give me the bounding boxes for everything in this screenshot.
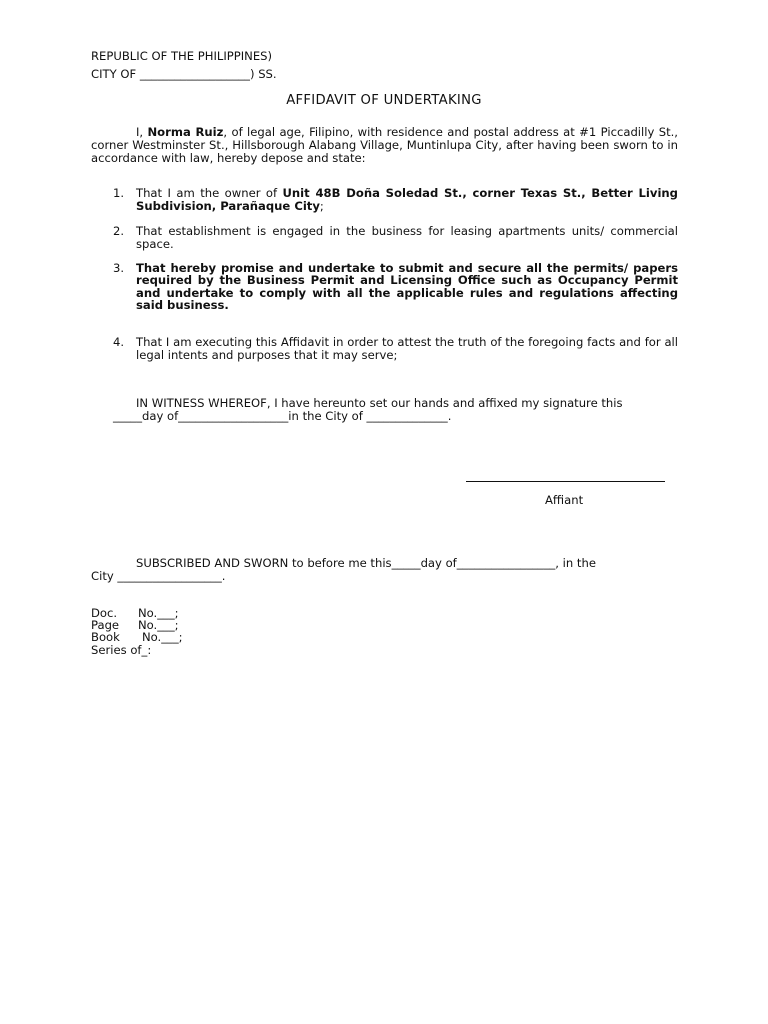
registry-value: No.___; bbox=[138, 606, 179, 620]
registry-label: Series of bbox=[91, 643, 142, 657]
item-3-text bbox=[136, 262, 678, 312]
item-1-property: Unit 48B Doña Soledad St., corner Texas St., Better Living Subdivision, Parañaque City bbox=[136, 186, 678, 213]
affiant-label: Affiant bbox=[545, 493, 584, 507]
item-4-text: That I am executing this Affidavit in order to attest the truth of the foregoing facts and for all legal intents and purposes that it may serve; bbox=[136, 335, 678, 362]
intro-paragraph bbox=[91, 126, 678, 164]
signature-line bbox=[466, 481, 665, 482]
item-number: 2. bbox=[113, 224, 125, 238]
witness-line-1: IN WITNESS WHEREOF, I have hereunto set our hands and affixed my signature this bbox=[136, 396, 623, 410]
registry-value: No.___; bbox=[138, 618, 179, 632]
document-title: AFFIDAVIT OF UNDERTAKING bbox=[286, 93, 482, 108]
intro-prefix: I, bbox=[136, 125, 148, 139]
registry-value: _: bbox=[141, 643, 152, 657]
registry-value: No.___; bbox=[142, 630, 183, 644]
intro-rest: , of legal age, Filipino, with residence and postal address at #1 Piccadilly St., corner Westminster St., Hillsborough Alabang Village, Muntinlupa City, after having been sworn to in accordance with law, hereby depose and state: bbox=[91, 125, 678, 165]
item-number: 1. bbox=[113, 186, 125, 200]
registry-label: Doc. bbox=[91, 606, 118, 620]
registry-series bbox=[91, 644, 151, 657]
registry-label: Page bbox=[91, 618, 120, 632]
item-1-prefix: That I am the owner of bbox=[136, 186, 283, 200]
item-1-suffix: ; bbox=[319, 198, 324, 213]
item-3-undertaking: That hereby promise and undertake to submit and secure all the permits/ papers required by the Business Permit and Licensing Office such as Occupancy Permit and undertake to comply with all the applicable rules and regulations affecting said business. bbox=[136, 261, 678, 313]
item-1-text bbox=[136, 187, 678, 213]
item-number: 4. bbox=[113, 335, 125, 349]
header-republic: REPUBLIC OF THE PHILIPPINES) bbox=[91, 49, 273, 63]
jurat-line-1: SUBSCRIBED AND SWORN to before me this_____day of_________________, in the bbox=[136, 556, 596, 570]
item-2-text: That establishment is engaged in the business for leasing apartments units/ commercial space. bbox=[136, 224, 678, 251]
affiant-name: Norma Ruiz bbox=[147, 125, 224, 139]
witness-line-2: _____day of___________________in the City of ______________. bbox=[113, 409, 452, 423]
jurat-line-2: City __________________. bbox=[91, 569, 226, 583]
registry-label: Book bbox=[91, 630, 120, 644]
header-city: CITY OF ___________________) SS. bbox=[91, 67, 277, 81]
item-number: 3. bbox=[113, 261, 125, 275]
